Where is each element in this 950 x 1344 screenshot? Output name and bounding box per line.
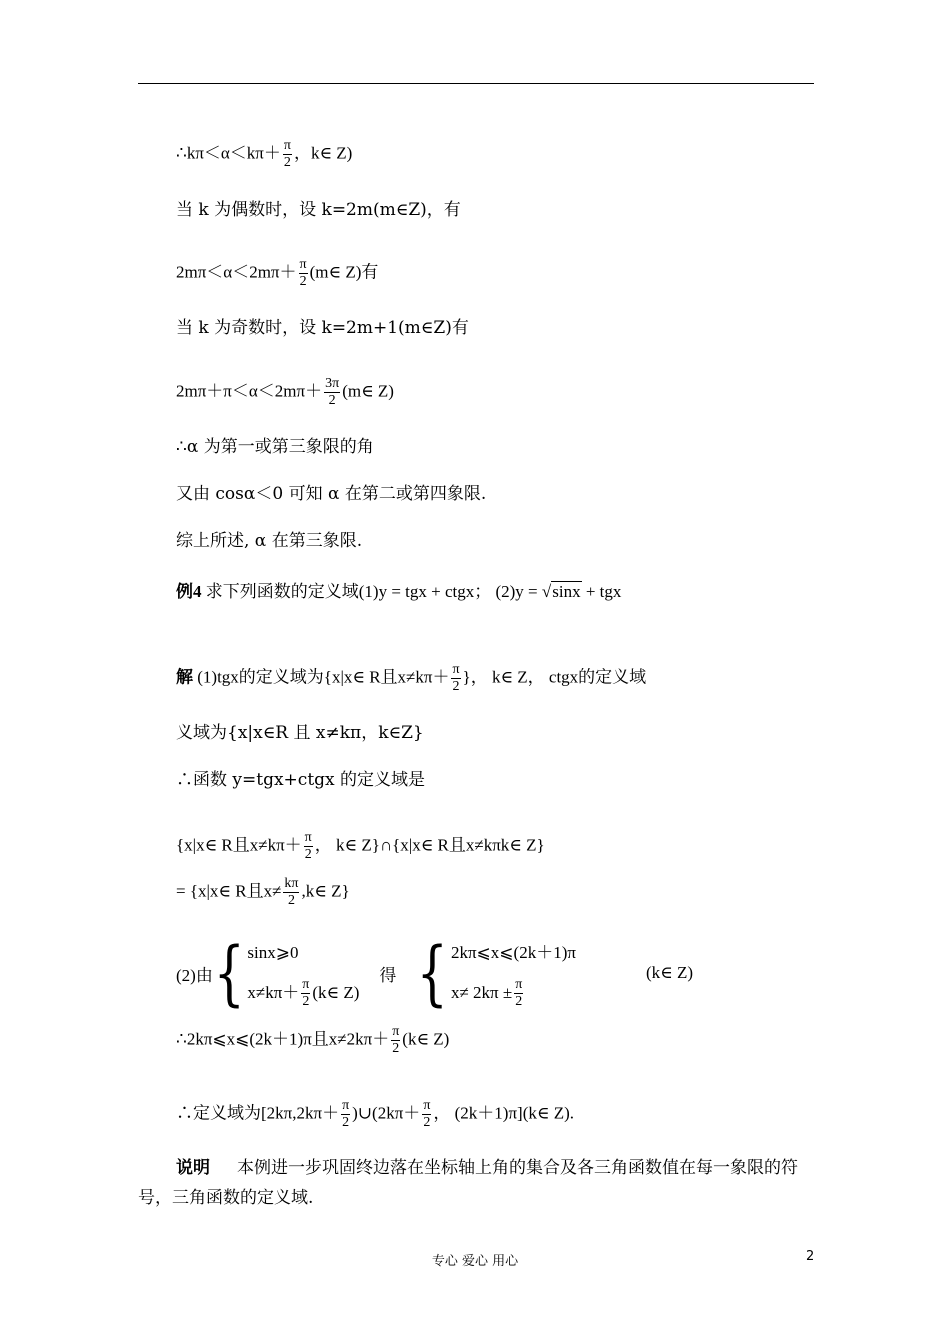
text: 2mπ＋π＜α＜2mπ＋ bbox=[176, 381, 323, 401]
numerator: π bbox=[283, 138, 291, 153]
sqrt-argument: sinx bbox=[552, 582, 581, 601]
line-8: 综上所述, α 在第三象限. bbox=[176, 531, 363, 551]
note-paragraph bbox=[138, 1153, 814, 1213]
line-2: 当 k 为偶数时，设 k=2m(m∈Z)，有 bbox=[176, 200, 461, 220]
system-row-1: sinx⩾0 bbox=[247, 943, 299, 962]
text: (k∈ Z) bbox=[402, 1029, 450, 1049]
denominator: 2 bbox=[302, 993, 310, 1009]
text: 2mπ＜α＜2mπ＋ bbox=[176, 262, 297, 282]
line-1 bbox=[176, 138, 352, 171]
text: ∴2kπ⩽x⩽(2k＋1)π且x≠2kπ＋ bbox=[176, 1029, 390, 1049]
numerator: π bbox=[342, 1098, 350, 1113]
system-rows bbox=[247, 936, 359, 1010]
fraction bbox=[451, 662, 460, 695]
text: (m∈ Z) bbox=[342, 381, 394, 401]
denominator: 2 bbox=[299, 274, 307, 289]
text: ，k∈ Z) bbox=[293, 143, 353, 163]
text: + tgx bbox=[581, 582, 622, 601]
text: {x|x∈ R且x≠kπ＋ bbox=[176, 835, 302, 855]
fraction bbox=[341, 1098, 350, 1131]
solution-line bbox=[176, 662, 646, 695]
fraction bbox=[324, 376, 340, 409]
line-7: 又由 cosα＜0 可知 α 在第二或第四象限. bbox=[176, 484, 487, 504]
fraction bbox=[301, 977, 310, 1010]
fraction bbox=[283, 876, 299, 909]
line-11: 义域为{x|x∈R 且 x≠kπ，k∈Z} bbox=[176, 723, 424, 743]
example-4 bbox=[176, 582, 621, 602]
denominator: 2 bbox=[423, 1115, 431, 1130]
text: ∴定义域为[2kπ,2kπ＋ bbox=[176, 1103, 340, 1123]
system-prefix: (2)由 bbox=[176, 965, 213, 985]
text: x≠kπ＋ bbox=[247, 983, 300, 1002]
result-row-1: 2kπ⩽x⩽(2k＋1)π bbox=[450, 943, 576, 962]
line-16 bbox=[176, 1024, 449, 1057]
line-12: ∴函数 y=tgx+ctgx 的定义域是 bbox=[176, 770, 426, 790]
text: ， (2k＋1)π](k∈ Z). bbox=[433, 1103, 574, 1123]
text: x≠ 2kπ ± bbox=[450, 983, 513, 1002]
numerator: 3π bbox=[325, 376, 340, 391]
line-5 bbox=[176, 376, 394, 409]
text: )∪(2kπ＋ bbox=[352, 1103, 421, 1123]
denominator: 2 bbox=[304, 847, 312, 862]
header-rule bbox=[138, 83, 814, 84]
note-label: 说明 bbox=[176, 1158, 210, 1178]
note-text: 本例进一步巩固终边落在坐标轴上角的集合及各三角函数值在每一象限的符号，三角函数的定义域. bbox=[138, 1158, 799, 1208]
denominator: 2 bbox=[328, 393, 336, 408]
fraction bbox=[283, 138, 292, 171]
system-suffix: (k∈ Z) bbox=[645, 963, 693, 982]
line-3 bbox=[176, 257, 378, 290]
left-brace: { bbox=[213, 932, 245, 1014]
numerator: π bbox=[299, 257, 307, 272]
derive-word: 得 bbox=[379, 965, 397, 985]
result-rows bbox=[451, 936, 576, 1010]
system-row-2 bbox=[247, 976, 359, 1010]
fraction bbox=[304, 830, 313, 863]
numerator: π bbox=[515, 976, 523, 992]
line-13 bbox=[176, 830, 545, 863]
text: ， k∈ Z}∩{x|x∈ R且x≠kπk∈ Z} bbox=[314, 835, 545, 855]
numerator: π bbox=[304, 830, 312, 845]
text: (m∈ Z)有 bbox=[309, 262, 379, 282]
text: (1)tgx的定义域为{x|x∈ R且x≠kπ＋ bbox=[197, 667, 450, 687]
text: ∴kπ＜α＜kπ＋ bbox=[176, 143, 281, 163]
line-17 bbox=[176, 1098, 574, 1131]
denominator: 2 bbox=[392, 1041, 400, 1056]
denominator: 2 bbox=[515, 993, 523, 1009]
left-brace: { bbox=[417, 932, 449, 1014]
numerator: π bbox=[423, 1098, 431, 1113]
text: ,k∈ Z} bbox=[301, 881, 350, 901]
text: = {x|x∈ R且x≠ bbox=[176, 881, 282, 901]
denominator: 2 bbox=[342, 1115, 350, 1130]
numerator: kπ bbox=[284, 876, 299, 891]
fraction bbox=[391, 1024, 400, 1057]
fraction bbox=[299, 257, 308, 290]
solution-label: 解 bbox=[176, 667, 193, 687]
result-row-2 bbox=[451, 976, 576, 1010]
numerator: π bbox=[452, 662, 460, 677]
system-line bbox=[176, 932, 693, 1014]
line-4: 当 k 为奇数时，设 k=2m+1(m∈Z)有 bbox=[176, 318, 469, 338]
line-6: ∴α 为第一或第三象限的角 bbox=[176, 437, 374, 457]
system-equations bbox=[176, 932, 693, 1014]
fraction bbox=[422, 1098, 431, 1131]
numerator: π bbox=[302, 976, 310, 992]
text: }， k∈ Z， ctgx的定义域 bbox=[462, 667, 647, 687]
sqrt: √sinx bbox=[541, 582, 581, 601]
denominator: 2 bbox=[287, 893, 295, 908]
line-14 bbox=[176, 876, 350, 909]
text: 求下列函数的定义域(1)y = tgx + ctgx； (2)y = bbox=[205, 582, 542, 601]
denominator: 2 bbox=[283, 155, 291, 170]
page-number: 2 bbox=[806, 1249, 815, 1264]
text: (k∈ Z) bbox=[312, 983, 360, 1002]
fraction bbox=[514, 977, 523, 1010]
footer-text: 专心 爱心 用心 bbox=[431, 1254, 519, 1269]
example-label: 例4 bbox=[176, 582, 202, 601]
denominator: 2 bbox=[452, 679, 460, 694]
numerator: π bbox=[392, 1024, 400, 1039]
